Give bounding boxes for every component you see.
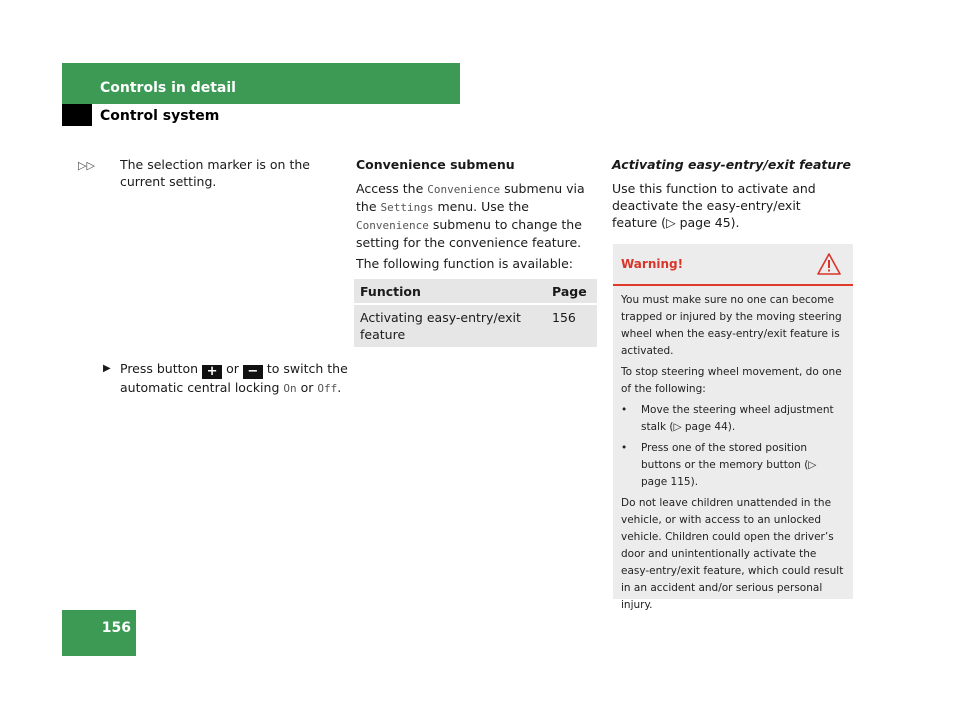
section-title: Controls in detail (100, 80, 236, 96)
off-value: Off (317, 382, 338, 395)
warning-header (613, 244, 853, 286)
bullet-dot-icon: • (621, 404, 628, 416)
minus-key-icon: − (243, 365, 263, 379)
page-number: 156 (101, 620, 131, 636)
settings-menu-name: Settings (380, 201, 434, 214)
continuation-arrows: ▷▷ (78, 159, 95, 172)
table-row (354, 304, 597, 347)
header-marker (62, 104, 92, 126)
convenience-heading: Convenience submenu (356, 157, 515, 172)
instruction-prefix: Press button (120, 361, 199, 376)
section-subtitle: Control system (100, 108, 220, 124)
access-paragraph (356, 180, 596, 251)
bullet-dot-icon: • (621, 442, 628, 454)
page-cell: 156 (546, 304, 597, 347)
plus-key-icon: + (202, 365, 222, 379)
function-cell: Activating easy-entry/exit feature (354, 304, 546, 347)
function-column-header: Function (354, 279, 546, 304)
access-mid2: menu. Use the (437, 199, 529, 214)
or-text-2: or (300, 380, 314, 395)
convenience-menu-name-2: Convenience (356, 219, 429, 232)
access-end: submenu to change the setting for the convenience feature. (356, 217, 582, 250)
or-text: or (226, 361, 239, 376)
warning-bullet-text: Press one of the stored position buttons or the memory button (▷ page 115). (641, 442, 817, 488)
access-mid: submenu via the (356, 181, 585, 214)
convenience-menu-name: Convenience (427, 183, 501, 196)
warning-triangle-icon (817, 253, 841, 275)
instruction-arrow-icon: ▶ (103, 363, 111, 374)
warning-body (613, 286, 853, 614)
warning-title: Warning! (621, 257, 684, 271)
function-table (354, 279, 597, 347)
page-column-header: Page (546, 279, 597, 304)
on-value: On (283, 382, 297, 395)
instruction-text (120, 360, 352, 397)
instruction-end: . (337, 380, 342, 395)
warning-bullet (621, 402, 845, 436)
easy-entry-intro: Use this function to activate and deactivate the easy-entry/exit feature (▷ page 45). (612, 181, 816, 230)
warning-paragraph-1: You must make sure no one can become trapped or injured by the moving steering wheel when the easy-entry/exit feature is activated. (621, 294, 842, 357)
warning-bullet-text: Move the steering wheel adjustment stalk (▷ page 44). (641, 404, 834, 433)
selection-marker-text: The selection marker is on the current setting. (120, 157, 310, 189)
table-header-row (354, 279, 597, 304)
warning-paragraph-2: To stop steering wheel movement, do one of the following: (621, 366, 842, 395)
instruction-mid: to switch the automatic central locking (120, 361, 348, 395)
easy-entry-heading: Activating easy-entry/exit feature (612, 157, 851, 172)
available-text: The following function is available: (356, 256, 574, 271)
access-pre: Access the (356, 181, 424, 196)
warning-bullet (621, 440, 845, 491)
warning-box (613, 244, 853, 611)
warning-paragraph-3: Do not leave children unattended in the vehicle, or with access to an unlocked vehicle. Children could open the driver’s door and unintentionally activate the easy-entry/exit feature, which could result in an accident and/or serious personal injury. (621, 497, 844, 611)
